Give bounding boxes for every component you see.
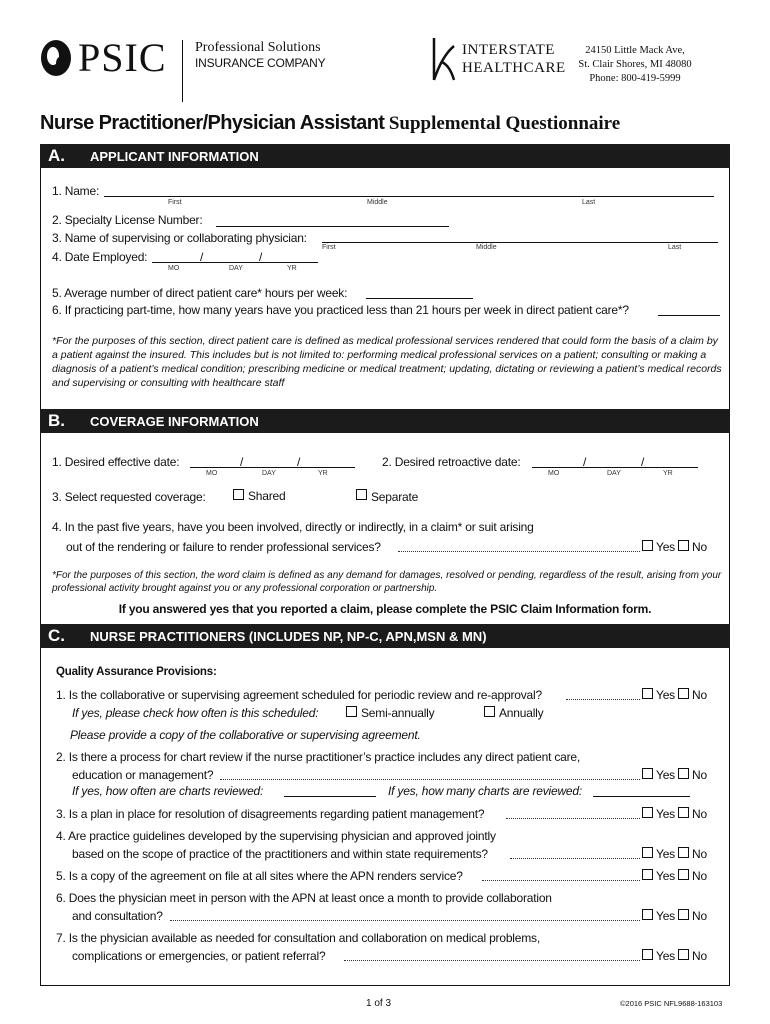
- section-a-footnote: *For the purposes of this section, direct patient care is defined as medical professional services rendered that could form the basis of a claim by a patient against the insured. This includes but is not limited to: performing medical professional services on a patient; consulting or making a diagnosis of a patient’s medical condition; prescribing medicine or medical treatment; updating, dictating or reviewing a patient’s medical records and supervising or consulting with healthcare staff: [52, 335, 722, 389]
- name-middle-label: Middle: [367, 199, 388, 206]
- leader-dots: [566, 699, 640, 700]
- c2-no-checkbox[interactable]: [678, 768, 689, 779]
- q-c1-label: 1. Is the collaborative or supervising agreement scheduled for periodic review and re-approval?: [56, 688, 542, 702]
- separate-checkbox[interactable]: [356, 489, 367, 500]
- date-day-label: DAY: [229, 265, 243, 272]
- c7-no-checkbox[interactable]: [678, 949, 689, 960]
- c2-yes-label: Yes: [656, 768, 675, 782]
- company-line1: Professional Solutions: [195, 40, 321, 55]
- q-c3-label: 3. Is a plan in place for resolution of disagreements regarding patient management?: [56, 807, 485, 821]
- q-c4-line2: based on the scope of practice of the practitioners and within state requirements?: [72, 847, 488, 861]
- retroactive-date-input[interactable]: [532, 467, 698, 468]
- claim-form-notice: If you answered yes that you reported a claim, please complete the PSIC Claim Information form.: [118, 602, 652, 616]
- semi-annually-checkbox[interactable]: [346, 706, 357, 717]
- leader-dots: [220, 779, 640, 780]
- interstate-monogram-icon: [428, 36, 460, 82]
- psic-logo-mark-icon: [38, 38, 74, 78]
- part-time-years-input[interactable]: [658, 315, 720, 316]
- c6-no-checkbox[interactable]: [678, 909, 689, 920]
- partner-line2: HEALTHCARE: [462, 60, 566, 76]
- q-c1-follow-label: If yes, please check how often is this scheduled:: [72, 706, 319, 720]
- leader-dots: [510, 858, 640, 859]
- physician-first-label: First: [322, 244, 336, 251]
- claim-no-label: No: [692, 540, 707, 554]
- section-c-letter: C.: [48, 626, 65, 645]
- q-b1-label: 1. Desired effective date:: [52, 455, 180, 469]
- name-last-label: Last: [582, 199, 596, 206]
- c7-yes-checkbox[interactable]: [642, 949, 653, 960]
- name-first-label: First: [168, 199, 182, 206]
- q-b3-label: 3. Select requested coverage:: [52, 490, 206, 504]
- section-b-header: [40, 409, 730, 433]
- q-a6-label: 6. If practicing part-time, how many years have you practiced less than 21 hours per week in direct patient care*?: [52, 303, 629, 317]
- company-name: [182, 40, 325, 102]
- q-b4-line2: out of the rendering or failure to render professional services?: [66, 540, 381, 554]
- q-c2-line1: 2. Is there a process for chart review if the nurse practitioner’s practice includes any direct patient care,: [56, 750, 581, 764]
- name-input[interactable]: [104, 196, 714, 197]
- q-b4-line1: 4. In the past five years, have you been involved, directly or indirectly, in a claim* or suit arising: [52, 520, 534, 534]
- form-code: ©2016 PSIC NFL9688-163103: [620, 999, 723, 1008]
- partner-logo: [428, 36, 568, 82]
- date-slash: /: [259, 250, 263, 264]
- c1-yes-label: Yes: [656, 688, 675, 702]
- section-b-footnote: *For the purposes of this section, the word claim is defined as any demand for damages, resolved or pending, regardless of the result, arising from your professional activity brought against you or any professional corporation or partnership.: [52, 570, 722, 594]
- qa-heading: Quality Assurance Provisions:: [56, 666, 217, 678]
- q-c1-note: Please provide a copy of the collaborative or supervising agreement.: [70, 728, 421, 742]
- license-number-input[interactable]: [216, 226, 449, 227]
- hours-per-week-input[interactable]: [366, 298, 473, 299]
- q-a5-label: 5. Average number of direct patient care* hours per week:: [52, 286, 348, 300]
- c4-no-label: No: [692, 847, 707, 861]
- charts-reviewed-count-input[interactable]: [593, 796, 690, 797]
- company-line2: INSURANCE COMPANY: [195, 56, 326, 70]
- date-slash: /: [200, 250, 204, 264]
- effective-yr-label: YR: [318, 470, 328, 477]
- c5-no-checkbox[interactable]: [678, 869, 689, 880]
- c5-no-label: No: [692, 869, 707, 883]
- page-title: [40, 112, 620, 135]
- q-c7-line2: complications or emergencies, or patient referral?: [72, 949, 326, 963]
- q-c6-line1: 6. Does the physician meet in person with the APN at least once a month to provide collaboration: [56, 891, 552, 905]
- annually-checkbox[interactable]: [484, 706, 495, 717]
- section-b-title: COVERAGE INFORMATION: [90, 414, 259, 429]
- c2-yes-checkbox[interactable]: [642, 768, 653, 779]
- date-yr-label: YR: [287, 265, 297, 272]
- leader-dots: [344, 960, 640, 961]
- effective-date-input[interactable]: [190, 467, 355, 468]
- q-c2-how-many-label: If yes, how many charts are reviewed:: [388, 784, 583, 798]
- effective-day-label: DAY: [262, 470, 276, 477]
- psic-logo: [38, 36, 188, 82]
- c4-yes-checkbox[interactable]: [642, 847, 653, 858]
- c4-yes-label: Yes: [656, 847, 675, 861]
- psic-logo-text: PSIC: [78, 35, 167, 80]
- chart-review-frequency-input[interactable]: [284, 796, 376, 797]
- effective-mo-label: MO: [206, 470, 218, 477]
- address-line2: St. Clair Shores, MI 48080: [578, 59, 692, 70]
- leader-dots: [506, 818, 640, 819]
- q-a4-label: 4. Date Employed:: [52, 250, 148, 264]
- c6-yes-checkbox[interactable]: [642, 909, 653, 920]
- physician-last-label: Last: [668, 244, 682, 251]
- c3-yes-label: Yes: [656, 807, 675, 821]
- q-c2-how-often-label: If yes, how often are charts reviewed:: [72, 784, 264, 798]
- leader-dots: [398, 551, 640, 552]
- section-a-letter: A.: [48, 146, 65, 165]
- leader-dots: [170, 920, 640, 921]
- section-a-title: APPLICANT INFORMATION: [90, 149, 259, 164]
- c7-no-label: No: [692, 949, 707, 963]
- section-c-header: [40, 624, 730, 648]
- c6-yes-label: Yes: [656, 909, 675, 923]
- c1-yes-checkbox[interactable]: [642, 688, 653, 699]
- claim-no-checkbox[interactable]: [678, 540, 689, 551]
- retro-day-label: DAY: [607, 470, 621, 477]
- phone-number: Phone: 800-419-5999: [589, 73, 681, 84]
- date-mo-label: MO: [168, 265, 180, 272]
- q-c6-line2: and consultation?: [72, 909, 163, 923]
- title-main: Nurse Practitioner/Physician Assistant: [40, 112, 385, 134]
- c3-no-label: No: [692, 807, 707, 821]
- date-slash: /: [583, 455, 587, 469]
- annually-label: Annually: [499, 706, 544, 720]
- date-slash: /: [240, 455, 244, 469]
- address-block: [560, 44, 710, 86]
- address-line1: 24150 Little Mack Ave,: [585, 45, 685, 56]
- q-b2-label: 2. Desired retroactive date:: [382, 455, 521, 469]
- section-a-header: [40, 144, 730, 168]
- c5-yes-checkbox[interactable]: [642, 869, 653, 880]
- c6-no-label: No: [692, 909, 707, 923]
- claim-yes-checkbox[interactable]: [642, 540, 653, 551]
- q-a1-label: 1. Name:: [52, 184, 100, 198]
- c5-yes-label: Yes: [656, 869, 675, 883]
- q-c2-line2: education or management?: [72, 768, 214, 782]
- section-b-letter: B.: [48, 411, 65, 430]
- shared-checkbox[interactable]: [233, 489, 244, 500]
- section-c-title: NURSE PRACTITIONERS (INCLUDES NP, NP-C, APN,MSN & MN): [90, 629, 487, 644]
- c1-no-checkbox[interactable]: [678, 688, 689, 699]
- c3-yes-checkbox[interactable]: [642, 807, 653, 818]
- q-c7-line1: 7. Is the physician available as needed for consultation and collaboration on medical problems,: [56, 931, 540, 945]
- date-slash: /: [641, 455, 645, 469]
- c2-no-label: No: [692, 768, 707, 782]
- c1-no-label: No: [692, 688, 707, 702]
- separate-label: Separate: [371, 490, 419, 504]
- q-c5-label: 5. Is a copy of the agreement on file at all sites where the APN renders service?: [56, 869, 463, 883]
- c4-no-checkbox[interactable]: [678, 847, 689, 858]
- title-sub: Supplemental Questionnaire: [388, 113, 621, 134]
- semi-annually-label: Semi-annually: [361, 706, 435, 720]
- shared-label: Shared: [248, 489, 286, 503]
- q-a3-label: 3. Name of supervising or collaborating physician:: [52, 231, 307, 245]
- leader-dots: [482, 880, 640, 881]
- c7-yes-label: Yes: [656, 949, 675, 963]
- retro-yr-label: YR: [663, 470, 673, 477]
- claim-yes-label: Yes: [656, 540, 675, 554]
- partner-line1: INTERSTATE: [462, 42, 555, 58]
- c3-no-checkbox[interactable]: [678, 807, 689, 818]
- supervising-physician-input[interactable]: [322, 242, 718, 243]
- q-c4-line1: 4. Are practice guidelines developed by the supervising physician and approved jointly: [56, 829, 496, 843]
- date-employed-input[interactable]: [152, 262, 318, 263]
- physician-middle-label: Middle: [476, 244, 497, 251]
- q-a2-label: 2. Specialty License Number:: [52, 213, 203, 227]
- page-number: 1 of 3: [366, 998, 392, 1009]
- retro-mo-label: MO: [548, 470, 560, 477]
- date-slash: /: [297, 455, 301, 469]
